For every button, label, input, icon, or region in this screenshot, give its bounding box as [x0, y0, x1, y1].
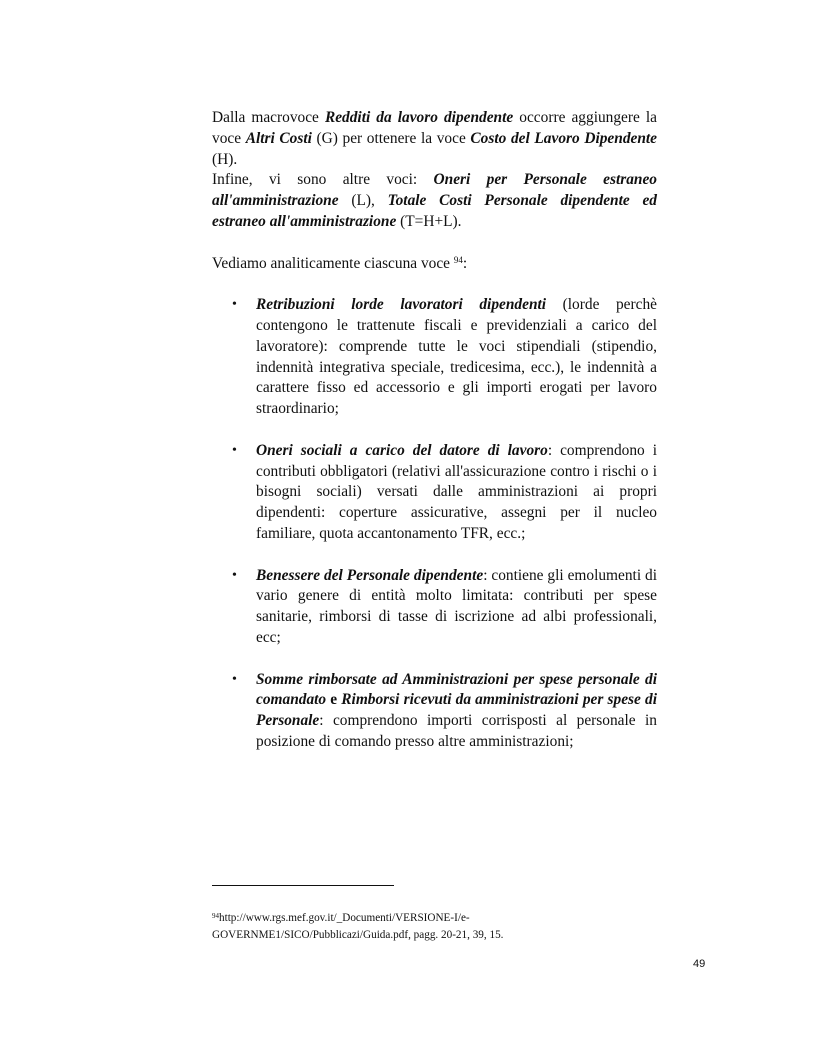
text-span: Infine, vi sono altre voci:	[212, 171, 434, 189]
term-oneri-sociali: Oneri sociali a carico del datore di lavoro	[256, 441, 548, 459]
text-span: (T=H+L).	[396, 212, 462, 230]
text-span: (L),	[338, 192, 388, 210]
bullet-icon: •	[232, 442, 237, 458]
list-item-text: (lorde perchè contengono le trattenute fiscali e previdenziali a carico del lavoratore): comprende tutte le voci stipendiali (stipendio, indennità integrativa speciale, tredicesima, ecc.), le indennità a carattere fisso ed accessorio e gli importi erogati per lavoro straordinario;	[256, 296, 657, 418]
text-span: :	[462, 254, 468, 272]
list-item-text: : comprendono i contributi obbligatori (relativi all'assicurazione contro i rischi o i bisogni sociali) versati dalle amministrazioni ai propri dipendenti: coperture assicurative, assegni per il nucleo familiare, quota accantonamento TFR, ecc.;	[256, 441, 657, 542]
page-body	[212, 108, 657, 774]
list-item	[212, 295, 657, 420]
term-rimborsi-ricevuti: Rimborsi ricevuti da amministrazioni per spese di Personale	[256, 691, 657, 730]
text-span: (H).	[212, 150, 238, 168]
footnote	[212, 910, 657, 944]
paragraph-redditi	[212, 108, 657, 170]
text-span: Vediamo analiticamente ciascuna voce	[212, 254, 454, 272]
term-benessere: Benessere del Personale dipendente	[256, 566, 484, 584]
conjunction: e	[326, 691, 342, 709]
term-costo-lavoro: Costo del Lavoro Dipendente	[470, 129, 658, 147]
footnote-url[interactable]: http://www.rgs.mef.gov.it/_Documenti/VERSIONE-I/e-GOVERNME1/SICO/Pubblicazi/Guida.pdf, pagg. 20-21, 39, 15.	[212, 912, 504, 941]
text-span: occorre aggiungere la voce	[212, 109, 657, 147]
term-altri-costi: Altri Costi	[245, 129, 312, 147]
list-item	[212, 670, 657, 753]
list-item-text: : comprendono importi corrisposti al personale in posizione di comando presso altre amministrazioni;	[256, 712, 657, 750]
term-retribuzioni: Retribuzioni lorde lavoratori dipendenti	[256, 296, 547, 314]
term-redditi: Redditi da lavoro dipendente	[324, 109, 514, 126]
bullet-icon: •	[232, 567, 237, 583]
paragraph-infine	[212, 170, 657, 232]
footnote-number: 94	[212, 912, 219, 920]
footnote-separator	[212, 885, 394, 886]
term-oneri-estraneo: Oneri per Personale estraneo all'amministrazione	[212, 171, 657, 210]
list-item	[212, 566, 657, 649]
list-item-text: : contiene gli emolumenti di vario genere di entità molto limitata: contributi per spese sanitarie, rimborsi di tasse di iscrizione ad albi professionali, ecc;	[256, 566, 657, 646]
text-span: (G) per ottenere la voce	[311, 129, 471, 147]
term-totale-costi: Totale Costi Personale dipendente ed estraneo all'amministrazione	[212, 192, 658, 230]
list-item	[212, 441, 657, 545]
text-span: Dalla macrovoce	[212, 109, 325, 126]
bullet-icon: •	[232, 297, 237, 313]
bullet-list	[212, 295, 657, 753]
page-number: 49	[693, 958, 706, 970]
bullet-icon: •	[232, 671, 237, 687]
term-somme-rimborsate: Somme rimborsate ad Amministrazioni per spese personale di comandato	[256, 670, 657, 709]
paragraph-vediamo	[212, 254, 657, 275]
footnote-reference[interactable]: 94	[453, 254, 463, 265]
